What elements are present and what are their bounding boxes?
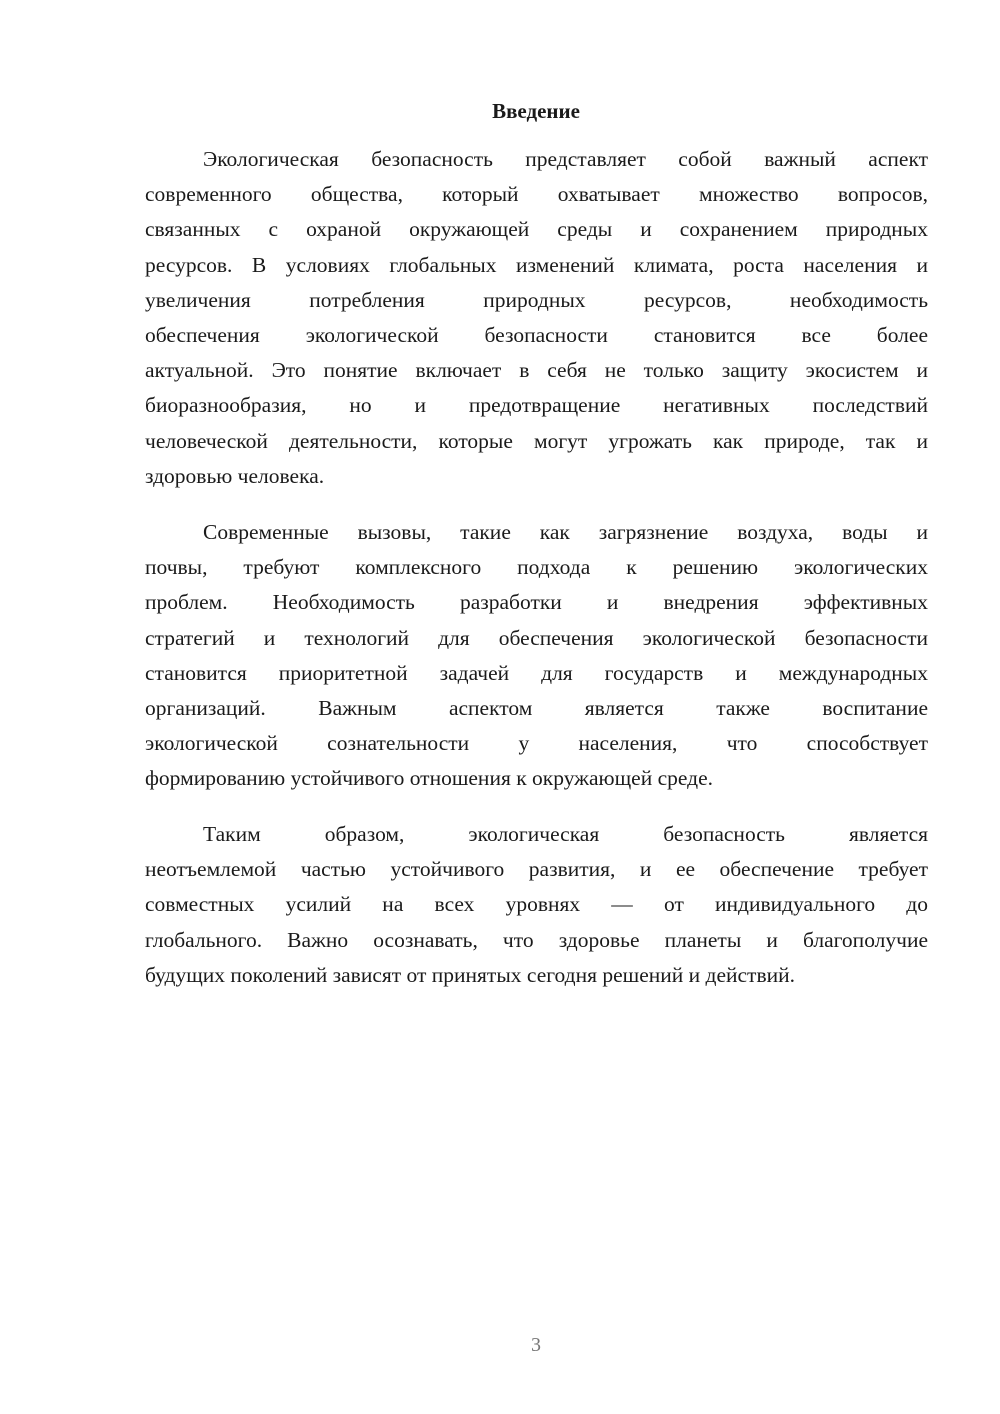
page-title: Введение [492,99,580,123]
paragraph-3 [145,817,928,993]
text-line: совместных усилий на всех уровнях — от индивидуального до [145,892,928,917]
text-line: актуальной. Это понятие включает в себя не только защиту экосистем и [145,358,928,383]
text-line: организаций. Важным аспектом является также воспитание [145,695,928,720]
text-line: будущих поколений зависят от принятых сегодня решений и действий. [145,962,795,987]
text-line: становится приоритетной задачей для государств и международных [145,660,928,685]
text-line: биоразнообразия, но и предотвращение негативных последствий [145,393,928,418]
text-line: человеческой деятельности, которые могут угрожать как природе, так и [145,428,928,453]
page-number: 3 [531,1334,541,1356]
text-line: неотъемлемой частью устойчивого развития, и ее обеспечение требует [145,857,928,882]
text-line: Экологическая безопасность представляет собой важный аспект [203,147,928,171]
text-line: проблем. Необходимость разработки и внедрения эффективных [145,590,928,615]
text-line: почвы, требуют комплексного подхода к решению экологических [145,555,928,580]
text-line: Современные вызовы, такие как загрязнение воздуха, воды и [203,520,928,544]
text-line: ресурсов. В условиях глобальных изменений климата, роста населения и [145,252,928,277]
text-line: связанных с охраной окружающей среды и сохранением природных [145,217,928,242]
text-line: здоровью человека. [145,463,325,488]
text-line: современного общества, который охватывает множество вопросов, [145,182,928,207]
text-line: экологической сознательности у населения, что способствует [145,731,928,756]
text-line: увеличения потребления природных ресурсов, необходимость [145,287,928,312]
text-line: глобального. Важно осознавать, что здоровье планеты и благополучие [145,927,928,952]
text-line: формированию устойчивого отношения к окружающей среде. [145,766,714,791]
text-line: Таким образом, экологическая безопасность является [203,822,928,846]
text-line: стратегий и технологий для обеспечения экологической безопасности [145,625,928,650]
text-line: обеспечения экологической безопасности становится все более [145,322,928,347]
paragraph-2 [145,515,928,797]
paragraph-1 [145,142,928,494]
